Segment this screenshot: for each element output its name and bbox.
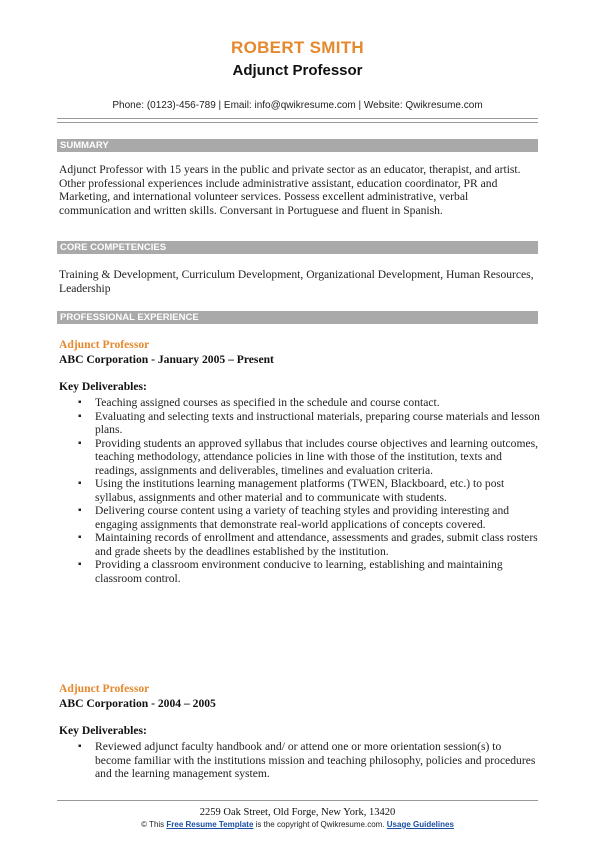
- bullet-icon: ▪: [78, 478, 82, 489]
- bullet-icon: ▪: [78, 532, 82, 543]
- candidate-name: ROBERT SMITH: [231, 38, 364, 57]
- list-item: ▪ Evaluating and selecting texts and instructional materials, preparing course materials and lesson plans.: [78, 409, 540, 436]
- summary-heading: SUMMARY: [57, 139, 538, 152]
- competencies-text: Training & Development, Curriculum Development, Organizational Development, Human Resources, Leadership: [59, 268, 534, 295]
- job-1-company: ABC Corporation - January 2005 – Present: [59, 353, 274, 366]
- list-item: ▪ Maintaining records of enrollment and attendance, assessments and grades, submit class rosters and grade sheets by the deadlines established by the institution.: [78, 531, 538, 558]
- candidate-title: Adjunct Professor: [232, 62, 363, 79]
- bullet-icon: ▪: [78, 741, 82, 752]
- bullet-icon: ▪: [78, 410, 82, 422]
- bullet-icon: ▪: [78, 437, 82, 449]
- job-1-role: Adjunct Professor: [59, 338, 150, 351]
- usage-guidelines-link[interactable]: Usage Guidelines: [386, 820, 454, 829]
- footer-address: 2259 Oak Street, Old Forge, New York, 13420: [199, 807, 396, 818]
- free-resume-template-link[interactable]: Free Resume Template: [166, 820, 254, 829]
- job-2-deliverables-label: Key Deliverables:: [59, 724, 147, 737]
- list-item: ▪ Providing students an approved syllabus that includes course objectives and learning outcomes, teaching methodology, attendance policies in line with those of the institution, texts and readings, assignments and deliverables, timelines and evaluation criteria.: [78, 436, 539, 477]
- list-item: ▪ Reviewed adjunct faculty handbook and/ or attend one or more orientation session(s) to become familiar with the institutions mission and teaching philosophy, policies and procedures and the learning management system.: [78, 740, 536, 780]
- experience-heading: PROFESSIONAL EXPERIENCE: [57, 311, 538, 324]
- list-item: ▪ Providing a classroom environment conducive to learning, establishing and maintaining classroom control.: [78, 558, 503, 585]
- bullet-icon: ▪: [78, 397, 82, 408]
- job-2-role: Adjunct Professor: [59, 682, 150, 695]
- footer-copyright: [0, 820, 595, 829]
- contact-line: Phone: (0123)-456-789 | Email: info@qwikresume.com | Website: Qwikresume.com: [112, 100, 483, 111]
- copyright-prefix: © This: [141, 820, 167, 829]
- list-item: ▪ Using the institutions learning management platforms (TWEN, Blackboard, etc.) to post syllabus, assignments and other material and to communicate with students.: [78, 477, 505, 504]
- bullet-icon: ▪: [78, 559, 82, 570]
- header-divider: [57, 118, 538, 119]
- header-divider-second: [57, 122, 538, 123]
- job-2-company: ABC Corporation - 2004 – 2005: [59, 697, 216, 710]
- bullet-icon: ▪: [78, 505, 82, 516]
- list-item: ▪ Delivering course content using a variety of teaching styles and providing interesting and engaging assignments that demonstrate real-world applications of concepts covered.: [78, 504, 510, 531]
- job-1-deliverables-label: Key Deliverables:: [59, 380, 147, 393]
- summary-text: Adjunct Professor with 15 years in the public and private sector as an educator, therapist, and artist. Other professional experiences include administrative assistant, education coordinator, PR and Marketing, and international volunteer services. Possess excellent administrative, verbal communication and written skills. Conversant in Portuguese and fluent in Spanish.: [59, 163, 521, 217]
- copyright-middle: is the copyright of Qwikresume.com.: [253, 820, 387, 829]
- list-item: ▪ Teaching assigned courses as specified in the schedule and course contact.: [78, 396, 440, 409]
- job-2-bullet-list: [78, 740, 540, 781]
- footer-divider: [57, 800, 538, 801]
- job-1-bullet-list: [78, 396, 540, 585]
- competencies-heading: CORE COMPETENCIES: [57, 241, 538, 254]
